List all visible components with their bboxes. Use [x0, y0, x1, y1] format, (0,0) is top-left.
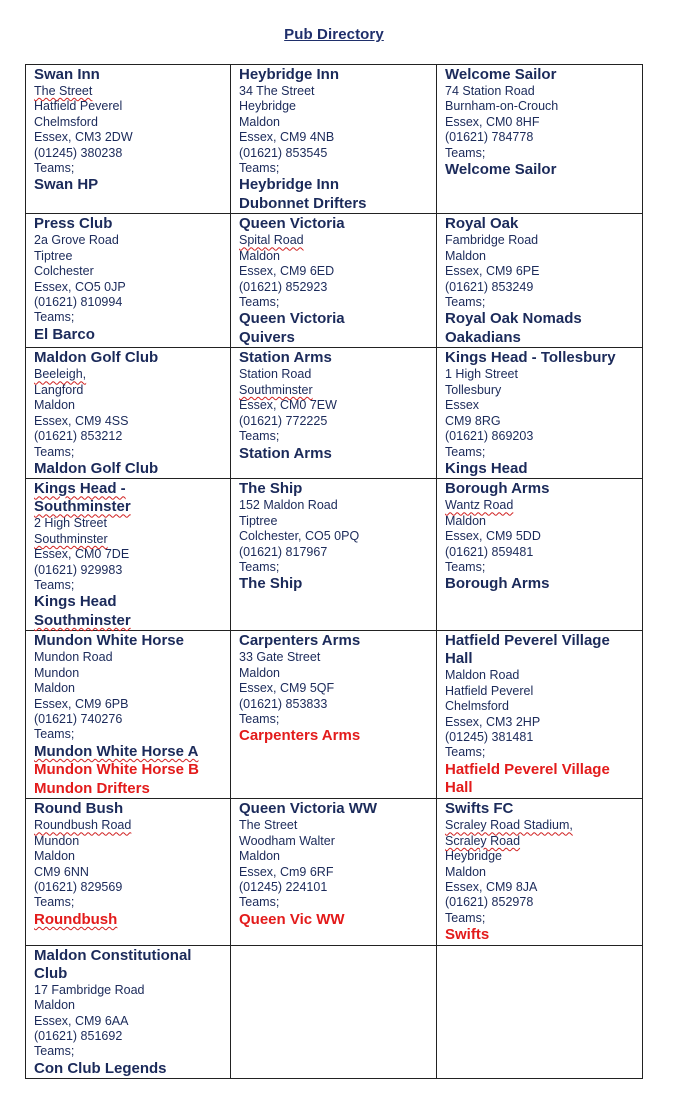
pub-name: The Ship — [239, 480, 303, 498]
team-name: Con Club Legends — [34, 1059, 167, 1077]
address-line: Colchester — [34, 264, 94, 279]
address-line: Maldon — [34, 849, 75, 864]
address-line: 152 Maldon Road — [239, 498, 338, 513]
team-name: Borough Arms — [445, 575, 550, 593]
teams-label: Teams; — [445, 145, 486, 160]
pub-cell — [26, 479, 231, 631]
team-name: Swifts — [445, 926, 490, 944]
address-line: Woodham Walter — [239, 833, 335, 848]
pub-name: Mundon White Horse — [34, 632, 184, 650]
address-line: Maldon — [239, 248, 280, 263]
team-name: Carpenters Arms — [239, 727, 361, 745]
address-line: Essex, CM9 6PE — [445, 264, 540, 279]
team-name: Oakadians — [445, 328, 521, 346]
address-line: Mundon — [34, 665, 80, 680]
team-name: Mundon Drifters — [34, 779, 150, 797]
pub-name: Hall — [445, 650, 473, 668]
address-line: 33 Gate Street — [239, 650, 321, 665]
address-line: Chelmsford — [445, 699, 509, 714]
address-line: Essex, CM0 7DE — [34, 547, 130, 562]
teams-label: Teams; — [445, 910, 486, 925]
table-row — [26, 214, 643, 348]
pub-cell — [437, 479, 643, 631]
address-line: Southminster — [239, 382, 313, 397]
pub-cell — [26, 631, 231, 799]
address-line: (01621) 859481 — [445, 544, 534, 559]
address-line: Fambridge Road — [445, 233, 539, 248]
team-name: The Ship — [239, 575, 303, 593]
pub-cell — [437, 799, 643, 945]
teams-label: Teams; — [445, 745, 486, 760]
address-line: Wantz Road — [445, 498, 514, 513]
address-line: (01621) 869203 — [445, 429, 534, 444]
address-line: Essex, CM9 6PB — [34, 696, 129, 711]
teams-label: Teams; — [34, 444, 75, 459]
address-line: Colchester, CO5 0PQ — [239, 529, 360, 544]
pub-name: Queen Victoria WW — [239, 800, 378, 818]
table-row — [26, 799, 643, 945]
teams-label: Teams; — [239, 295, 280, 310]
address-line: (01621) 853212 — [34, 429, 123, 444]
address-line: Scraley Road — [445, 833, 521, 848]
empty-cell — [437, 945, 643, 1079]
team-name: Quivers — [239, 328, 295, 346]
address-line: Mundon — [34, 833, 80, 848]
address-line: Essex, Cm9 6RF — [239, 864, 334, 879]
address-line: Heybridge — [445, 849, 502, 864]
team-name: Heybridge Inn — [239, 176, 340, 194]
address-line: (01245) 381481 — [445, 730, 534, 745]
pub-cell — [437, 348, 643, 479]
pub-cell — [231, 348, 437, 479]
address-line: Maldon — [239, 114, 280, 129]
address-line: Hatfield Peverel — [34, 99, 123, 114]
address-line: Tiptree — [34, 248, 73, 263]
teams-label: Teams; — [445, 295, 486, 310]
address-line: Essex, CM3 2HP — [445, 714, 541, 729]
pub-name: Swan Inn — [34, 66, 100, 83]
pub-cell — [231, 479, 437, 631]
pub-name: Southminster — [34, 498, 131, 516]
address-line: Spital Road — [239, 233, 304, 248]
teams-label: Teams; — [34, 895, 75, 910]
pub-cell — [437, 214, 643, 348]
address-line: (01621) 810994 — [34, 295, 123, 310]
address-line: The Street — [239, 818, 298, 833]
teams-label: Teams; — [34, 161, 75, 176]
address-line: Essex, CM9 6AA — [34, 1013, 129, 1028]
address-line: (01621) 853545 — [239, 145, 328, 160]
teams-label: Teams; — [239, 161, 280, 176]
address-line: 1 High Street — [445, 367, 518, 382]
pub-name: Maldon Golf Club — [34, 349, 159, 367]
team-name: Station Arms — [239, 444, 332, 462]
address-line: CM9 8RG — [445, 413, 501, 428]
address-line: 34 The Street — [239, 84, 315, 98]
team-name: Hall — [445, 779, 473, 797]
pub-cell — [231, 65, 437, 214]
address-line: Essex, CM9 4SS — [34, 413, 129, 428]
team-name: Welcome Sailor — [445, 161, 557, 179]
address-line: 74 Station Road — [445, 84, 535, 98]
address-line: (01621) 784778 — [445, 130, 534, 145]
address-line: Tollesbury — [445, 382, 502, 397]
team-name: Maldon Golf Club — [34, 459, 159, 477]
page-title: Pub Directory — [284, 26, 384, 43]
teams-label: Teams; — [34, 1044, 75, 1059]
pub-cell — [26, 348, 231, 479]
address-line: Maldon — [445, 248, 486, 263]
teams-label: Teams; — [34, 578, 75, 593]
team-name: Kings Head — [445, 459, 528, 477]
address-line: Essex, CM9 5QF — [239, 681, 335, 696]
team-name: Mundon White Horse B — [34, 761, 199, 779]
table-row — [26, 631, 643, 799]
pub-name: Round Bush — [34, 800, 124, 818]
address-line: Tiptree — [239, 513, 278, 528]
address-line: Essex, CM0 7EW — [239, 398, 337, 413]
teams-label: Teams; — [239, 712, 280, 727]
address-line: (01245) 224101 — [239, 880, 328, 894]
address-line: Burnham-on-Crouch — [445, 99, 559, 114]
team-name: Southminster — [34, 611, 131, 629]
address-line: (01621) 772225 — [239, 413, 328, 428]
address-line: Essex, CM9 6ED — [239, 264, 335, 279]
pub-name: Kings Head - Tollesbury — [445, 349, 616, 367]
team-name: Hatfield Peverel Village — [445, 760, 610, 778]
team-name: Kings Head — [34, 593, 117, 611]
pub-name: Carpenters Arms — [239, 632, 361, 650]
teams-label: Teams; — [445, 444, 486, 459]
address-line: Scraley Road Stadium, — [445, 818, 573, 833]
pub-cell — [231, 631, 437, 799]
address-line: Maldon — [34, 398, 75, 413]
teams-label: Teams; — [239, 560, 280, 575]
address-line: Mundon Road — [34, 650, 113, 665]
pub-cell — [437, 631, 643, 799]
address-line: Maldon — [445, 864, 486, 879]
pub-name: Swifts FC — [445, 800, 514, 818]
address-line: Maldon — [34, 998, 75, 1013]
pub-cell — [231, 214, 437, 348]
pub-name: Queen Victoria — [239, 215, 345, 233]
address-line: Maldon Road — [445, 668, 520, 683]
pub-name: Borough Arms — [445, 480, 550, 498]
pub-name: Heybridge Inn — [239, 66, 340, 83]
pub-name: Press Club — [34, 215, 113, 233]
empty-cell — [231, 945, 437, 1079]
teams-label: Teams; — [239, 429, 280, 444]
pub-cell — [26, 945, 231, 1079]
address-line: (01621) 852978 — [445, 895, 534, 910]
teams-label: Teams; — [34, 727, 75, 742]
table-row — [26, 479, 643, 631]
address-line: Hatfield Peverel — [445, 683, 534, 698]
address-line: CM9 6NN — [34, 864, 89, 879]
address-line: Maldon — [445, 513, 486, 528]
team-name: El Barco — [34, 325, 95, 343]
address-line: Southminster — [34, 531, 108, 546]
team-name: Royal Oak Nomads — [445, 310, 582, 328]
pub-cell — [26, 799, 231, 945]
address-line: Langford — [34, 382, 84, 397]
address-line: (01621) 852923 — [239, 279, 328, 294]
address-line: (01621) 817967 — [239, 544, 328, 559]
pub-name: Hatfield Peverel Village — [445, 632, 610, 650]
pub-cell — [26, 65, 231, 214]
address-line: Maldon — [239, 849, 280, 864]
pub-name: Maldon Constitutional — [34, 946, 192, 964]
address-line: Essex, CM9 4NB — [239, 130, 335, 145]
address-line: (01621) 853833 — [239, 696, 328, 711]
pub-name: Club — [34, 964, 68, 982]
table-row — [26, 348, 643, 479]
address-line: 2a Grove Road — [34, 233, 119, 248]
pub-cell — [437, 65, 643, 214]
team-name: Mundon White Horse A — [34, 742, 199, 760]
pub-cell — [26, 214, 231, 348]
address-line: (01621) 740276 — [34, 712, 123, 727]
address-line: Essex, CM9 5DD — [445, 529, 541, 544]
address-line: The Street — [34, 84, 93, 98]
teams-label: Teams; — [239, 895, 280, 910]
pub-directory-table — [25, 64, 643, 1079]
table-row — [26, 945, 643, 1079]
team-name: Dubonnet Drifters — [239, 194, 367, 212]
table-row — [26, 65, 643, 214]
address-line: Essex — [445, 398, 480, 413]
teams-label: Teams; — [445, 560, 486, 575]
address-line: (01621) 853249 — [445, 279, 534, 294]
pub-name: Kings Head - — [34, 480, 126, 498]
address-line: Essex, CM0 8HF — [445, 114, 540, 129]
address-line: Essex, CO5 0JP — [34, 279, 126, 294]
team-name: Roundbush — [34, 910, 118, 928]
team-name: Swan HP — [34, 176, 99, 194]
address-line: Beeleigh, — [34, 367, 87, 382]
address-line: Roundbush Road — [34, 818, 132, 833]
address-line: 2 High Street — [34, 516, 107, 531]
address-line: Essex, CM9 8JA — [445, 880, 538, 894]
pub-name: Welcome Sailor — [445, 66, 557, 83]
address-line: Maldon — [239, 665, 280, 680]
team-name: Queen Victoria — [239, 310, 345, 328]
address-line: 17 Fambridge Road — [34, 982, 145, 997]
address-line: (01621) 929983 — [34, 562, 123, 577]
address-line: Chelmsford — [34, 114, 98, 129]
address-line: (01245) 380238 — [34, 145, 123, 160]
pub-name: Royal Oak — [445, 215, 519, 233]
pub-cell — [231, 799, 437, 945]
address-line: (01621) 829569 — [34, 880, 123, 894]
teams-label: Teams; — [34, 310, 75, 325]
address-line: (01621) 851692 — [34, 1028, 123, 1043]
address-line: Maldon — [34, 681, 75, 696]
address-line: Heybridge — [239, 99, 296, 114]
address-line: Station Road — [239, 367, 312, 382]
address-line: Essex, CM3 2DW — [34, 130, 133, 145]
team-name: Queen Vic WW — [239, 910, 345, 928]
pub-name: Station Arms — [239, 349, 332, 367]
